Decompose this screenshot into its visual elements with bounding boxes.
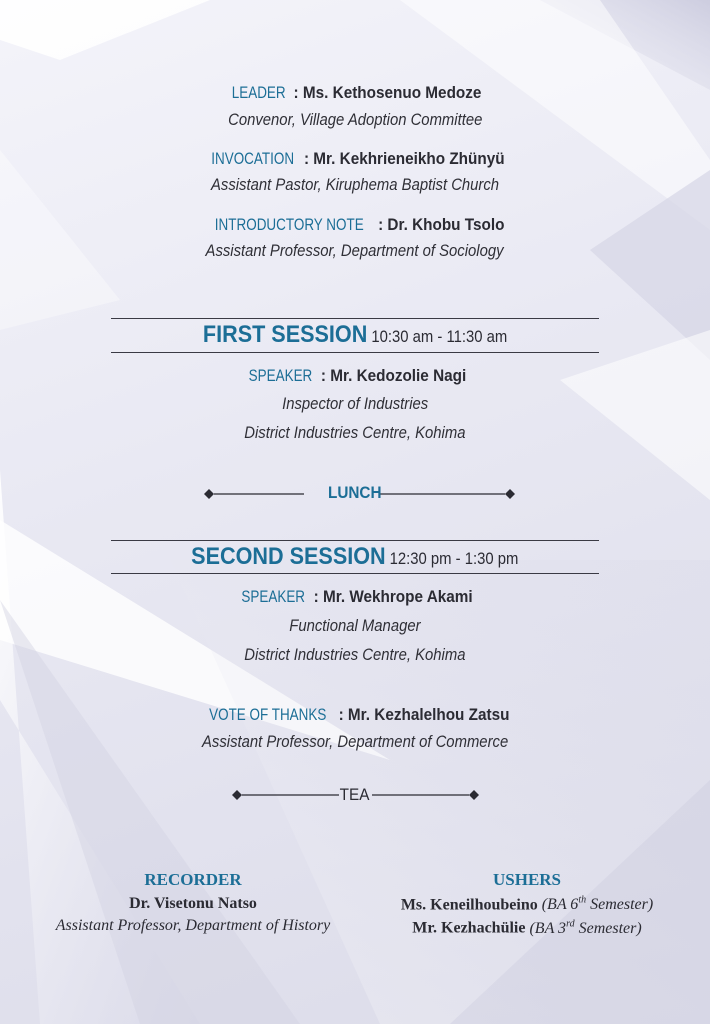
vote-of-thanks-name: Mr. Kezhalelhou Zatsu bbox=[347, 705, 510, 724]
leader-role: LEADER bbox=[231, 83, 286, 102]
leader-name: Ms. Kethosenuo Medoze bbox=[303, 83, 482, 102]
second-session-title: SECOND SESSION bbox=[191, 543, 386, 570]
usher-item bbox=[362, 895, 692, 914]
intro-note-title-line bbox=[0, 242, 710, 261]
first-speaker-role: SPEAKER bbox=[248, 366, 312, 385]
first-session-time: 10:30 am - 11:30 am bbox=[371, 328, 508, 346]
first-speaker-title2-line bbox=[0, 424, 710, 443]
recorder-block bbox=[28, 870, 358, 935]
recorder-name: Dr. Visetonu Natso bbox=[129, 895, 257, 912]
leader-line: LEADER : Ms. Kethosenuo Medoze bbox=[231, 83, 482, 102]
usher-note-sup: th bbox=[578, 895, 587, 906]
first-session-title: FIRST SESSION bbox=[202, 321, 368, 348]
usher-item bbox=[362, 918, 692, 937]
first-speaker-line: SPEAKER : Mr. Kedozolie Nagi bbox=[248, 366, 466, 385]
recorder-heading: RECORDER bbox=[144, 870, 242, 889]
invocation-line: INVOCATION : Mr. Kekhrieneikho Zhünyü bbox=[211, 149, 505, 168]
invocation-role: INVOCATION bbox=[211, 149, 294, 168]
invocation-title: Assistant Pastor, Kiruphema Baptist Church bbox=[210, 176, 500, 194]
intro-note-line: INTRODUCTORY NOTE : Dr. Khobu Tsolo bbox=[215, 215, 505, 234]
intro-note-name: Dr. Khobu Tsolo bbox=[387, 215, 505, 234]
second-speaker-title1: Functional Manager bbox=[289, 617, 421, 635]
second-speaker-title2-line bbox=[0, 646, 710, 665]
second-session-rule-bottom bbox=[111, 573, 599, 574]
second-speaker-role: SPEAKER bbox=[241, 587, 306, 606]
intro-note-role: INTRODUCTORY NOTE bbox=[215, 215, 365, 234]
first-session-rule-bottom bbox=[111, 352, 599, 353]
lunch-label: LUNCH bbox=[328, 483, 382, 502]
first-speaker-name: Mr. Kedozolie Nagi bbox=[329, 366, 466, 385]
usher-note-sup: rd bbox=[566, 918, 575, 930]
recorder-title: Assistant Professor, Department of History bbox=[55, 917, 331, 934]
first-session-rule-top bbox=[111, 318, 599, 319]
leader-title: Convenor, Village Adoption Committee bbox=[227, 111, 483, 129]
invocation-name: Mr. Kekhrieneikho Zhünyü bbox=[313, 149, 505, 168]
second-session-rule-top bbox=[111, 540, 599, 541]
ushers-block bbox=[362, 870, 692, 938]
tea-label: TEA bbox=[340, 785, 370, 804]
second-speaker-name: Mr. Wekhrope Akami bbox=[323, 587, 473, 606]
first-speaker-title1-line bbox=[0, 395, 710, 414]
lunch-line bbox=[0, 483, 710, 503]
first-speaker-title1: Inspector of Industries bbox=[281, 395, 429, 413]
second-speaker-line: SPEAKER : Mr. Wekhrope Akami bbox=[241, 587, 473, 606]
tea-line bbox=[0, 785, 710, 805]
usher-note-prefix: (BA 3 bbox=[529, 919, 567, 937]
second-session-time: 12:30 pm - 1:30 pm bbox=[389, 550, 519, 568]
vote-of-thanks-title-line bbox=[0, 733, 710, 752]
leader-title-line bbox=[0, 111, 710, 130]
second-speaker-title1-line bbox=[0, 617, 710, 636]
second-session-header bbox=[0, 543, 710, 571]
first-speaker-title2: District Industries Centre, Kohima bbox=[244, 424, 466, 442]
vote-of-thanks-title: Assistant Professor, Department of Commerce bbox=[201, 733, 509, 751]
usher-name: Mr. Kezhachülie bbox=[412, 919, 526, 937]
usher-note-prefix: (BA 6 bbox=[541, 896, 579, 914]
invocation-title-line bbox=[0, 176, 710, 195]
second-speaker-title2: District Industries Centre, Kohima bbox=[244, 646, 466, 664]
usher-name: Ms. Keneilhoubeino bbox=[400, 896, 538, 914]
ushers-heading: USHERS bbox=[492, 870, 562, 889]
vote-of-thanks-role: VOTE OF THANKS bbox=[208, 705, 327, 724]
usher-note-suffix: Semester) bbox=[586, 896, 654, 914]
vote-of-thanks-line: VOTE OF THANKS : Mr. Kezhalelhou Zatsu bbox=[208, 705, 510, 724]
usher-note-suffix: Semester) bbox=[574, 919, 642, 937]
intro-note-title: Assistant Professor, Department of Sociology bbox=[206, 242, 504, 260]
first-session-header bbox=[0, 321, 710, 349]
